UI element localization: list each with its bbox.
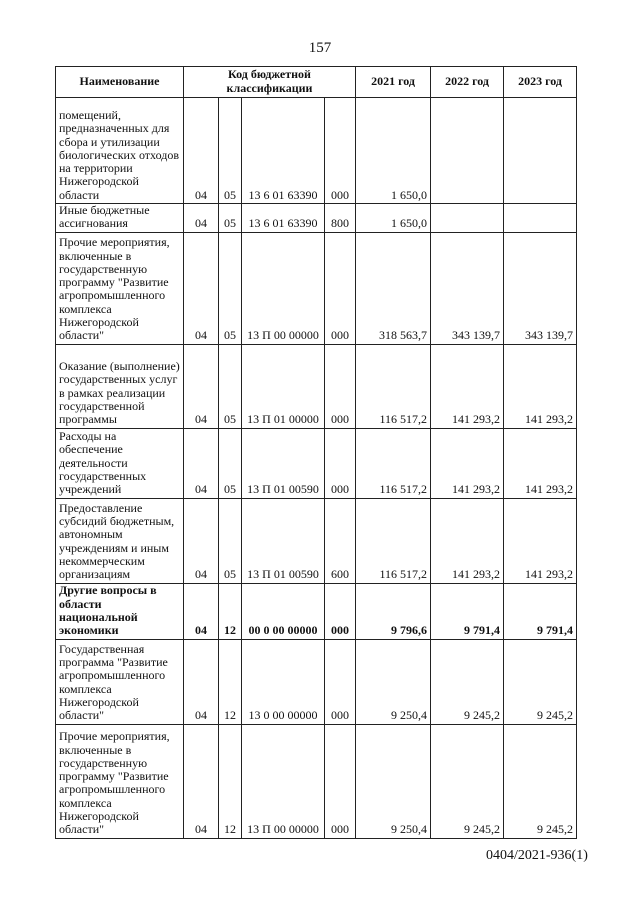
row-value-2021: 116 517,2 [356, 344, 431, 428]
row-subsection: 12 [219, 724, 242, 838]
row-value-2023: 141 293,2 [504, 344, 577, 428]
row-target-article: 13 П 01 00590 [242, 428, 325, 498]
row-subsection: 05 [219, 98, 242, 204]
row-value-2021: 318 563,7 [356, 232, 431, 344]
row-value-2023 [504, 204, 577, 233]
row-value-2023: 9 245,2 [504, 639, 577, 724]
row-section: 04 [184, 639, 219, 724]
table-header-row [56, 67, 577, 98]
row-value-2023: 343 139,7 [504, 232, 577, 344]
table-row [56, 98, 577, 204]
row-value-2023: 9 245,2 [504, 724, 577, 838]
row-target-article: 00 0 00 00000 [242, 583, 325, 639]
row-section: 04 [184, 724, 219, 838]
row-target-article: 13 6 01 63390 [242, 98, 325, 204]
row-name: Прочие мероприятия, включенные в государственную программу "Развитие агропромышленного комплекса Нижегородской области" [56, 232, 184, 344]
row-target-article: 13 П 00 00000 [242, 724, 325, 838]
row-name: Предоставление субсидий бюджетным, автономным учреждениям и иным некоммерческим организациям [56, 498, 184, 583]
header-2023: 2023 год [504, 67, 577, 98]
row-name: Государственная программа "Развитие агропромышленного комплекса Нижегородской области" [56, 639, 184, 724]
row-section: 04 [184, 232, 219, 344]
row-value-2023 [504, 98, 577, 204]
header-2021: 2021 год [356, 67, 431, 98]
row-expense-type: 600 [325, 498, 356, 583]
row-subsection: 05 [219, 204, 242, 233]
row-value-2023: 141 293,2 [504, 428, 577, 498]
row-subsection: 05 [219, 232, 242, 344]
row-target-article: 13 П 01 00000 [242, 344, 325, 428]
row-expense-type: 000 [325, 428, 356, 498]
row-value-2022: 141 293,2 [431, 498, 504, 583]
table-row [56, 344, 577, 428]
page-number: 157 [308, 40, 332, 56]
row-name: Расходы на обеспечение деятельности государственных учреждений [56, 428, 184, 498]
row-name: Иные бюджетные ассигнования [56, 204, 184, 233]
row-value-2021: 9 250,4 [356, 724, 431, 838]
row-value-2022: 9 791,4 [431, 583, 504, 639]
row-value-2021: 116 517,2 [356, 498, 431, 583]
row-target-article: 13 6 01 63390 [242, 204, 325, 233]
row-target-article: 13 0 00 00000 [242, 639, 325, 724]
header-2022: 2022 год [431, 67, 504, 98]
row-value-2022: 9 245,2 [431, 724, 504, 838]
row-section: 04 [184, 344, 219, 428]
row-section: 04 [184, 583, 219, 639]
row-expense-type: 000 [325, 583, 356, 639]
row-target-article: 13 П 00 00000 [242, 232, 325, 344]
row-value-2021: 116 517,2 [356, 428, 431, 498]
row-name: Прочие мероприятия, включенные в государственную программу "Развитие агропромышленного комплекса Нижегородской области" [56, 724, 184, 838]
row-value-2023: 9 791,4 [504, 583, 577, 639]
row-value-2021: 1 650,0 [356, 204, 431, 233]
row-value-2022: 141 293,2 [431, 344, 504, 428]
row-section: 04 [184, 428, 219, 498]
row-value-2022: 9 245,2 [431, 639, 504, 724]
table-row [56, 583, 577, 639]
row-value-2022 [431, 204, 504, 233]
row-value-2022: 343 139,7 [431, 232, 504, 344]
row-name: Другие вопросы в области национальной экономики [56, 583, 184, 639]
row-value-2021: 1 650,0 [356, 98, 431, 204]
row-subsection: 12 [219, 639, 242, 724]
row-subsection: 12 [219, 583, 242, 639]
row-expense-type: 000 [325, 639, 356, 724]
table-row [56, 639, 577, 724]
document-code: 0404/2021-936(1) [486, 848, 588, 863]
row-value-2022 [431, 98, 504, 204]
row-expense-type: 000 [325, 98, 356, 204]
row-expense-type: 000 [325, 232, 356, 344]
header-name: Наименование [56, 67, 184, 98]
row-section: 04 [184, 204, 219, 233]
table-row [56, 204, 577, 233]
row-subsection: 05 [219, 498, 242, 583]
table-row [56, 724, 577, 838]
row-name: Оказание (выполнение) государственных услуг в рамках реализации государственной программы [56, 344, 184, 428]
header-code: Код бюджетной классификации [184, 67, 356, 98]
row-name: помещений, предназначенных для сбора и утилизации биологических отходов на территории Нижегородской области [56, 98, 184, 204]
row-expense-type: 000 [325, 344, 356, 428]
row-target-article: 13 П 01 00590 [242, 498, 325, 583]
row-value-2022: 141 293,2 [431, 428, 504, 498]
row-value-2023: 141 293,2 [504, 498, 577, 583]
row-expense-type: 800 [325, 204, 356, 233]
table-row [56, 428, 577, 498]
row-value-2021: 9 796,6 [356, 583, 431, 639]
row-expense-type: 000 [325, 724, 356, 838]
table-row [56, 232, 577, 344]
table-row [56, 498, 577, 583]
row-value-2021: 9 250,4 [356, 639, 431, 724]
row-section: 04 [184, 498, 219, 583]
row-subsection: 05 [219, 344, 242, 428]
row-section: 04 [184, 98, 219, 204]
budget-table [55, 66, 577, 839]
row-subsection: 05 [219, 428, 242, 498]
